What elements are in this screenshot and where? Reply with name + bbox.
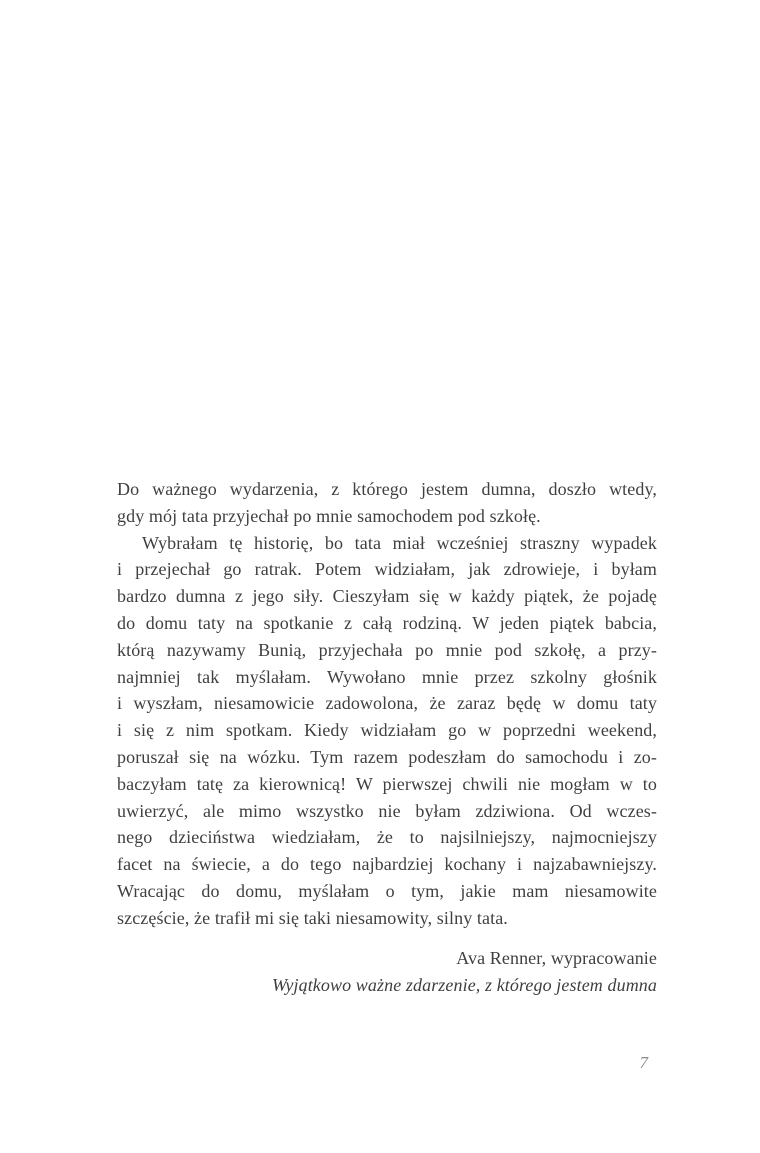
text-line: i wyszłam, niesamowicie zadowolona, że zaraz będę w domu taty xyxy=(117,693,657,714)
text-line: Do ważnego wydarzenia, z którego jestem dumna, doszło wtedy, xyxy=(117,479,657,499)
text-line: którą nazywamy Bunią, przyjechała po mnie pod szkołę, a przy- xyxy=(117,639,657,660)
text-line: nego dzieciństwa wiedziałam, że to najsilniejszy, najmocniejszy xyxy=(117,827,657,848)
attribution xyxy=(117,945,657,1000)
body-text xyxy=(117,476,657,932)
text-line: uwierzyć, ale mimo wszystko nie byłam zdziwiona. Od wczes- xyxy=(117,800,657,821)
text-line: i przejechał go ratrak. Potem widziałam, jak zdrowieje, i byłam xyxy=(117,559,657,580)
attribution-author: Ava Renner, wypracowanie xyxy=(456,947,657,968)
text-line: poruszał się na wózku. Tym razem podeszłam do samochodu i zo- xyxy=(117,746,657,767)
body-text-block xyxy=(117,476,657,1000)
text-line: baczyłam tatę za kierownicą! W pierwszej chwili nie mogłam w to xyxy=(117,773,657,794)
text-line: Wracając do domu, myślałam o tym, jakie mam niesamowite xyxy=(117,880,657,901)
text-line: gdy mój tata przyjechał po mnie samochodem pod szkołę. xyxy=(117,505,541,526)
text-line: Wybrałam tę historię, bo tata miał wcześniej straszny wypadek xyxy=(142,532,657,553)
text-line: facet na świecie, a do tego najbardziej kochany i najzabawniejszy. xyxy=(117,854,657,875)
text-line: najmniej tak myślałam. Wywołano mnie przez szkolny głośnik xyxy=(117,666,657,687)
text-line: szczęście, że trafił mi się taki niesamowity, silny tata. xyxy=(117,907,508,928)
text-line: i się z nim spotkam. Kiedy widziałam go w poprzedni weekend, xyxy=(117,720,657,741)
text-line: bardzo dumna z jego siły. Cieszyłam się w każdy piątek, że pojadę xyxy=(117,586,657,607)
page-number: 7 xyxy=(639,1053,648,1072)
text-line: do domu taty na spotkanie z całą rodziną. W jeden piątek babcia, xyxy=(117,612,657,633)
attribution-essay-title: Wyjątkowo ważne zdarzenie, z którego jestem dumna xyxy=(271,975,657,996)
